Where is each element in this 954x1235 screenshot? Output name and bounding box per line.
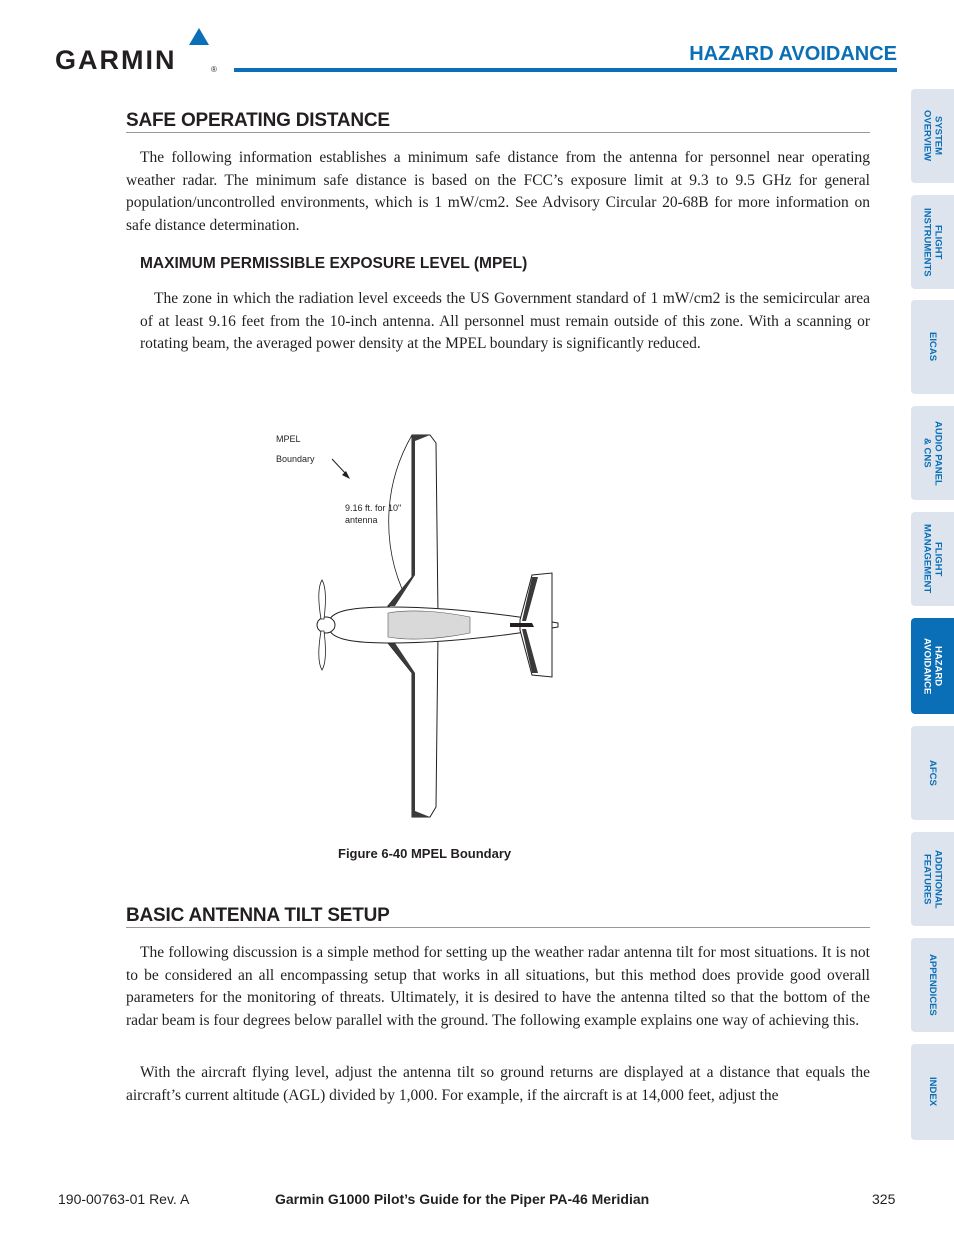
label-distance: 9.16 ft. for 10" — [345, 503, 402, 513]
tab-label: EICAS — [927, 332, 938, 362]
tilt-paragraph-1: The following discussion is a simple method for setting up the weather radar antenna tilt for most situations. It is not to be considered an all encompassing setup that works in all situations, but this method does provide good overall parameters for the monitoring of threats. Ultimately, it is desired to have the antenna tilted so that the bottom of the radar beam is four degrees below parallel with the ground. The following example explains one way of achieving this. — [126, 944, 870, 1029]
tab-label: ADDITIONAL FEATURES — [921, 849, 944, 909]
tab-label: AUDIO PANEL & CNS — [921, 420, 944, 486]
tab-eicas[interactable] — [911, 300, 954, 394]
safe-distance-rule — [126, 132, 870, 133]
tab-label: FLIGHT INSTRUMENTS — [921, 207, 944, 277]
tab-hazard-avoidance[interactable] — [911, 618, 954, 714]
label-antenna: antenna — [345, 515, 378, 525]
safe-distance-title: SAFE OPERATING DISTANCE — [126, 110, 390, 131]
label-boundary: Boundary — [276, 454, 315, 464]
tab-flight-management[interactable] — [911, 512, 954, 606]
mpel-paragraph: The zone in which the radiation level exceeds the US Government standard of 1 mW/cm2 is the semicircular area of at least 9.16 feet from the 10-inch antenna. All personnel must remain outside of this zone. With a scanning or rotating beam, the averaged power density at the MPEL boundary is significantly reduced. — [140, 290, 870, 352]
registered-mark: ® — [211, 65, 217, 74]
doc-number: 190-00763-01 Rev. A — [58, 1191, 190, 1207]
tab-system-overview[interactable] — [911, 89, 954, 183]
logo-wordmark: GARMIN — [55, 45, 177, 75]
tilt-title: BASIC ANTENNA TILT SETUP — [126, 905, 390, 926]
tab-flight-instruments[interactable] — [911, 195, 954, 289]
tab-afcs[interactable] — [911, 726, 954, 820]
tab-label: SYSTEM OVERVIEW — [921, 110, 944, 162]
propeller-blade-lower — [319, 631, 326, 670]
propeller-blade-upper — [319, 580, 326, 619]
tab-label: APPENDICES — [927, 954, 938, 1016]
tab-label: INDEX — [927, 1077, 938, 1107]
tab-audio-panel-cns[interactable] — [911, 406, 954, 500]
tab-index[interactable] — [911, 1044, 954, 1140]
vertical-fin — [510, 623, 534, 627]
cockpit-glass — [388, 611, 470, 639]
mpel-figure — [270, 425, 570, 825]
boundary-arrow-head — [342, 471, 350, 479]
safe-distance-paragraph: The following information establishes a minimum safe distance from the antenna for personnel near operating weather radar. The minimum safe distance is based on the FCC’s exposure limit at 9.3 to 9.5 GHz for general population/uncontrolled environments, which is 1 mW/cm2. See Advisory Circular 20-68B for more information on safe distance determination. — [126, 149, 870, 234]
label-mpel: MPEL — [276, 434, 301, 444]
aircraft-diagram — [270, 425, 570, 825]
logo-triangle-icon — [189, 28, 209, 45]
tab-label: AFCS — [927, 760, 938, 786]
boundary-arrow-line — [332, 459, 346, 474]
garmin-logo — [55, 28, 223, 74]
propeller-spinner — [317, 617, 335, 633]
section-tabs — [911, 0, 954, 1235]
mpel-title: MAXIMUM PERMISSIBLE EXPOSURE LEVEL (MPEL) — [140, 255, 528, 272]
page-number: 325 — [872, 1191, 896, 1207]
tilt-rule — [126, 927, 870, 928]
tab-label: HAZARD AVOIDANCE — [921, 637, 944, 695]
figure-caption: Figure 6-40 MPEL Boundary — [338, 846, 512, 861]
header-rule — [234, 68, 897, 72]
tab-additional-features[interactable] — [911, 832, 954, 926]
tab-label: FLIGHT MANAGEMENT — [921, 524, 944, 594]
doc-title: Garmin G1000 Pilot’s Guide for the Piper PA-46 Meridian — [275, 1191, 650, 1207]
tab-appendices[interactable] — [911, 938, 954, 1032]
section-header: HAZARD AVOIDANCE — [689, 43, 897, 65]
tilt-paragraph-2: With the aircraft flying level, adjust the antenna tilt so ground returns are displayed at a distance that equals the aircraft’s current altitude (AGL) divided by 1,000. For example, if the aircraft is at 14,000 feet, adjust the — [126, 1064, 870, 1104]
